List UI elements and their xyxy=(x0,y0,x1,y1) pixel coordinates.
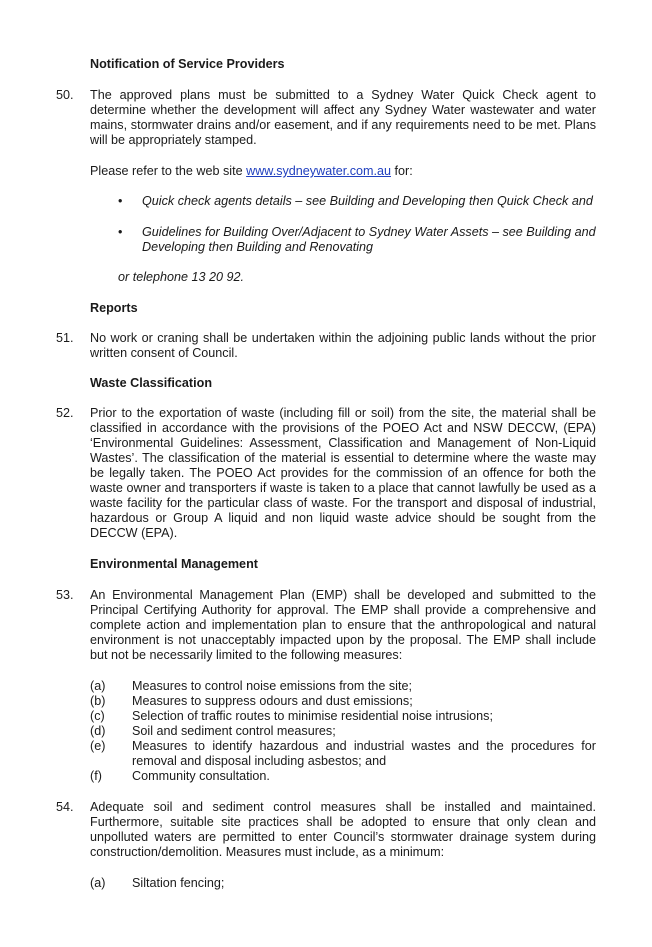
clause-51-text: No work or craning shall be undertaken within the adjoining public lands without the prior written consent of Council. xyxy=(90,331,596,360)
clause-number-53: 53. xyxy=(56,588,74,602)
list-label-e: (e) xyxy=(90,739,106,753)
list-item-hazardous: Measures to identify hazardous and industrial wastes and the procedures for removal and disposal including asbestos; and xyxy=(132,739,596,768)
list-label-c: (c) xyxy=(90,709,105,723)
clause-number-54: 54. xyxy=(56,800,74,814)
bullet-item-guidelines: Guidelines for Building Over/Adjacent to Sydney Water Assets – see Building and Developing then Building and Renovating xyxy=(142,225,596,254)
list-item-community: Community consultation. xyxy=(132,769,270,783)
list-item-soil: Soil and sediment control measures; xyxy=(132,724,336,738)
sydney-water-link[interactable]: www.sydneywater.com.au xyxy=(246,164,391,178)
bullet-icon: • xyxy=(118,225,123,239)
clause-50-text: The approved plans must be submitted to a Sydney Water Quick Check agent to determine whether the development will affect any Sydney Water wastewater and water mains, stormwater drains and/or easement, and if any requirements need to be met. Plans will be appropriately stamped. xyxy=(90,88,596,147)
refer-prefix: Please refer to the web site xyxy=(90,164,247,178)
list-label-f: (f) xyxy=(90,769,102,783)
bullet-icon: • xyxy=(118,194,123,208)
heading-waste-classification: Waste Classification xyxy=(90,376,213,390)
clause-number-51: 51. xyxy=(56,331,74,345)
heading-reports: Reports xyxy=(90,301,138,315)
list-label-d: (d) xyxy=(90,724,106,738)
clause-54-text: Adequate soil and sediment control measures shall be installed and maintained. Furthermore, suitable site practices shall be adopted to ensure that only clean and unpolluted waters are permitted to enter Council’s stormwater drainage system during construction/demolition. Measures must include, as a minimum: xyxy=(90,800,596,859)
telephone-line: or telephone 13 20 92. xyxy=(118,270,245,284)
heading-notification-of-service-providers: Notification of Service Providers xyxy=(90,57,285,71)
clause-number-52: 52. xyxy=(56,406,74,420)
clause-52-text: Prior to the exportation of waste (including fill or soil) from the site, the material shall be classified in accordance with the provisions of the POEO Act and NSW DECCW, (EPA) ‘Environmental Guidelines: Assessment, Classification and Management of Non-Liquid Wastes’. The classification of the material is essential to determine where the waste may be legally taken. The POEO Act provides for the commission of an offence for both the waste owner and transporters if waste is taken to a place that cannot lawfully be used as a waste facility for the particular class of waste. For the transport and disposal of industrial, hazardous or Group A liquid and non liquid waste advice should be sought from the DECCW (EPA). xyxy=(90,406,596,540)
list-label-b: (b) xyxy=(90,694,106,708)
bullet-item-quick-check: Quick check agents details – see Building and Developing then Quick Check and xyxy=(142,194,593,208)
heading-environmental-management: Environmental Management xyxy=(90,557,258,571)
list-label-a: (a) xyxy=(90,876,106,890)
clause-53-text: An Environmental Management Plan (EMP) shall be developed and submitted to the Principal Certifying Authority for approval. The EMP shall provide a comprehensive and complete action and implementation plan to ensure that the anthropological and natural environment is not unacceptably impacted upon by the proposal. The EMP shall include but not be necessarily limited to the following measures: xyxy=(90,588,596,662)
list-label-a: (a) xyxy=(90,679,106,693)
clause-number-50: 50. xyxy=(56,88,74,102)
list-item-odours: Measures to suppress odours and dust emissions; xyxy=(132,694,413,708)
list-item-traffic: Selection of traffic routes to minimise residential noise intrusions; xyxy=(132,709,493,723)
list-item-noise: Measures to control noise emissions from the site; xyxy=(132,679,412,693)
refer-suffix: for: xyxy=(391,164,413,178)
list-item-siltation: Siltation fencing; xyxy=(132,876,225,890)
refer-line xyxy=(90,164,596,179)
